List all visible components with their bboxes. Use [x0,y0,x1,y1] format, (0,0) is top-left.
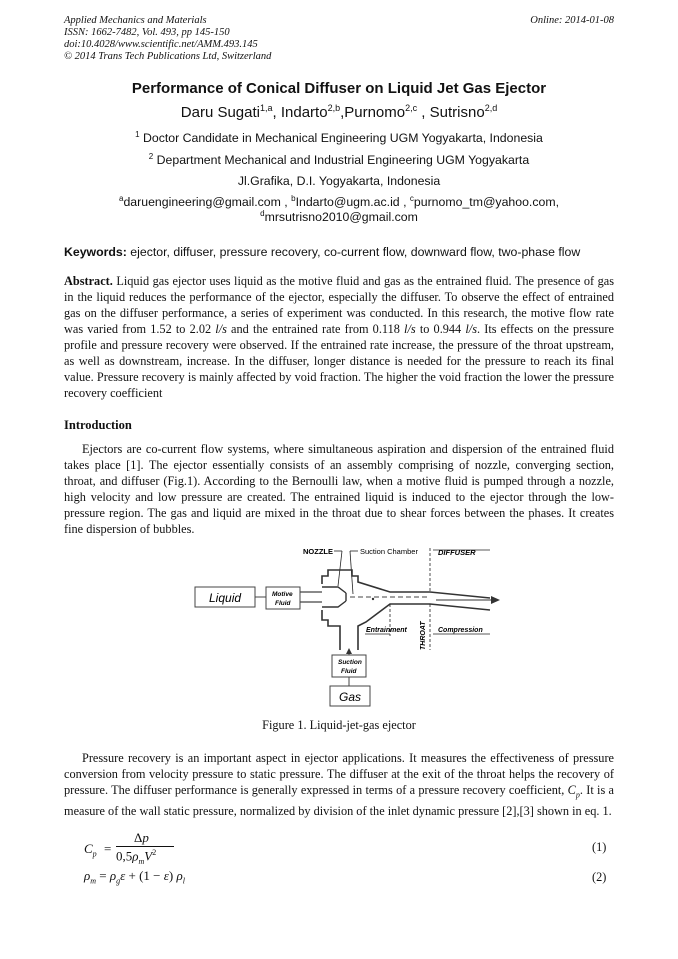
equation-1: $C_p$ = Δp $0,5\rho_mV^2$ [84,832,194,866]
affiliation-sup: 1 [135,130,140,139]
doi-line: doi:10.4028/www.scientific.net/AMM.493.145 [64,39,258,50]
author-list: Daru Sugati$^{1,a}$, Indarto$^{2,b}$,Purnomo$^{2,c}$ , Sutrisno$^{2,d}$ [180,103,498,121]
email-sup: a [119,194,124,203]
paper-title: Performance of Conical Diffuser on Liquid Jet Gas Ejector [131,80,547,97]
equation-1-number: (1) [592,840,607,854]
issn-line: ISSN: 1662-7482, Vol. 493, pp 145-150 [64,27,230,38]
paragraph-text: . It is a measure of the wall static pressure, normalized by division of the inlet dynamic pressure [2],[3] shown in eq. 1. [64,783,614,819]
keywords [64,245,624,259]
author-name: Purnomo [344,104,406,121]
affiliation-2 [0,152,678,167]
label-compression: Compression [438,627,483,634]
author-sup: 1,a [260,103,273,113]
abstract [64,273,614,401]
intro-paragraph-1 [64,441,614,537]
email-d[interactable]: mrsutrisno2010@gmail.com [264,210,418,225]
author-name: Sutrisno [429,104,485,121]
label-motive-fluid: Fluid [275,600,291,607]
copyright-line: © 2014 Trans Tech Publications Ltd, Switzerland [64,51,272,62]
equation-2: $\rho_m = \rho_g\varepsilon + (1 - \varepsilon)$ $\rho_l$ [84,868,185,886]
journal-header [64,15,271,63]
address: Jl.Grafika, D.I. Yogyakarta, Indonesia [237,174,441,188]
label-throat: THROAT [420,621,427,650]
affiliation-1 [0,130,678,145]
online-date: Online: 2014-01-08 [530,15,614,26]
figure-caption: Figure 1. Liquid-jet-gas ejector [262,718,416,732]
label-suction-chamber: Suction Chamber [360,547,418,556]
symbol-cp: $C_p$ [567,783,580,800]
author-sup: 2,d [484,103,498,113]
unit: l/s [215,322,227,336]
equation-2-number: (2) [592,870,607,884]
email-b[interactable]: Indarto@ugm.ac.id [295,195,400,210]
email-c[interactable]: purnomo_tm@yahoo.com, [413,195,559,210]
email-sup: b [291,194,296,203]
label-entrainment: Entrainment [366,627,407,634]
abstract-text: to 0.944 [415,322,466,336]
keywords-text: ejector, diffuser, pressure recovery, co-current flow, downward flow, two-phase flow [130,245,581,259]
label-motive: Motive [272,591,293,598]
label-gas: Gas [339,690,362,704]
email-sup: c [409,194,414,203]
abstract-text: Liquid gas ejector uses liquid as the motive fluid and gas as the entrained fluid. The presence of gas in the liquid reduces the performance of the ejector, especially the diffuser. To observe the effect of entrained gas on the diffuser performance, a series of experiment was conducted. In this research, the motive flow rate was varied from 1.52 to 2.02 [64,274,615,336]
author-name: Daru Sugati [180,104,260,121]
intro-paragraph-2 [64,750,614,819]
email-line-1: $^a$daruengineering@gmail.com , $^b$Indarto@ugm.ac.id , $^c$purnomo_tm@yahoo.com, [119,194,559,210]
paragraph-text: Pressure recovery is an important aspect in ejector applications. It measures the effectiveness of pressure conversion from velocity pressure to static pressure. The diffuser at the exit of the throat helps the recovery of pressure. The diffuser performance is generally expressed in terms of a pressure recovery coefficient, [64,751,614,797]
label-suction-fluid: Fluid [341,668,357,675]
label-liquid: Liquid [209,591,242,605]
label-nozzle: NOZZLE [303,547,333,556]
abstract-text: . Its effects on the pressure profile and pressure recovery were observed. If the entrained rate increase, the pressure of the throat upstream, as well as downstream, increase. In the diffuser, longer distance is needed for the pressure to reach its final value. Pressure recovery is mainly affected by void fraction. The higher the void fraction the lower the pressure recovery coefficient [64,322,614,400]
email-line-2 [0,209,678,224]
abstract-label: Abstract. [64,274,113,288]
email-a[interactable]: daruengineering@gmail.com [123,195,281,210]
label-diffuser: DIFFUSER [438,548,476,557]
email-sup: d [260,209,265,218]
unit: l/s [404,322,416,336]
affiliation-text: Doctor Candidate in Mechanical Engineering UGM Yogyakarta, Indonesia [142,131,543,146]
affiliation-sup: 2 [148,152,154,161]
abstract-text: and the entrained rate from 0.118 [226,322,405,336]
paragraph-text: Ejectors are co-current flow systems, where simultaneous aspiration and dispersion of the entrained fluid takes place [1]. The ejector essentially consists of an assembly comprising of nozzle, converging section, throat, and diffuser (Fig.1). According to the Bernoulli law, when a motive fluid is pumped through a nozzle, high velocity and low pressure are created. The entrained liquid is induced to the ejector through the low-pressure region. The gas and liquid are mixed in the throat due to shear forces between the phases. It creates fine dispersion of bubbles. [64,442,614,536]
unit: l/s [465,322,477,336]
figure-1-ejector-diagram [190,542,520,710]
journal-name: Applied Mechanics and Materials [64,15,207,26]
author-name: Indarto [280,104,328,121]
keywords-label: Keywords: [64,245,127,259]
affiliation-text: Department Mechanical and Industrial Engineering UGM Yogyakarta [156,153,530,168]
author-sup: 2,c [405,103,418,113]
section-heading-introduction: Introduction [64,418,132,432]
label-suction: Suction [338,659,362,666]
author-sup: 2,b [327,103,341,113]
